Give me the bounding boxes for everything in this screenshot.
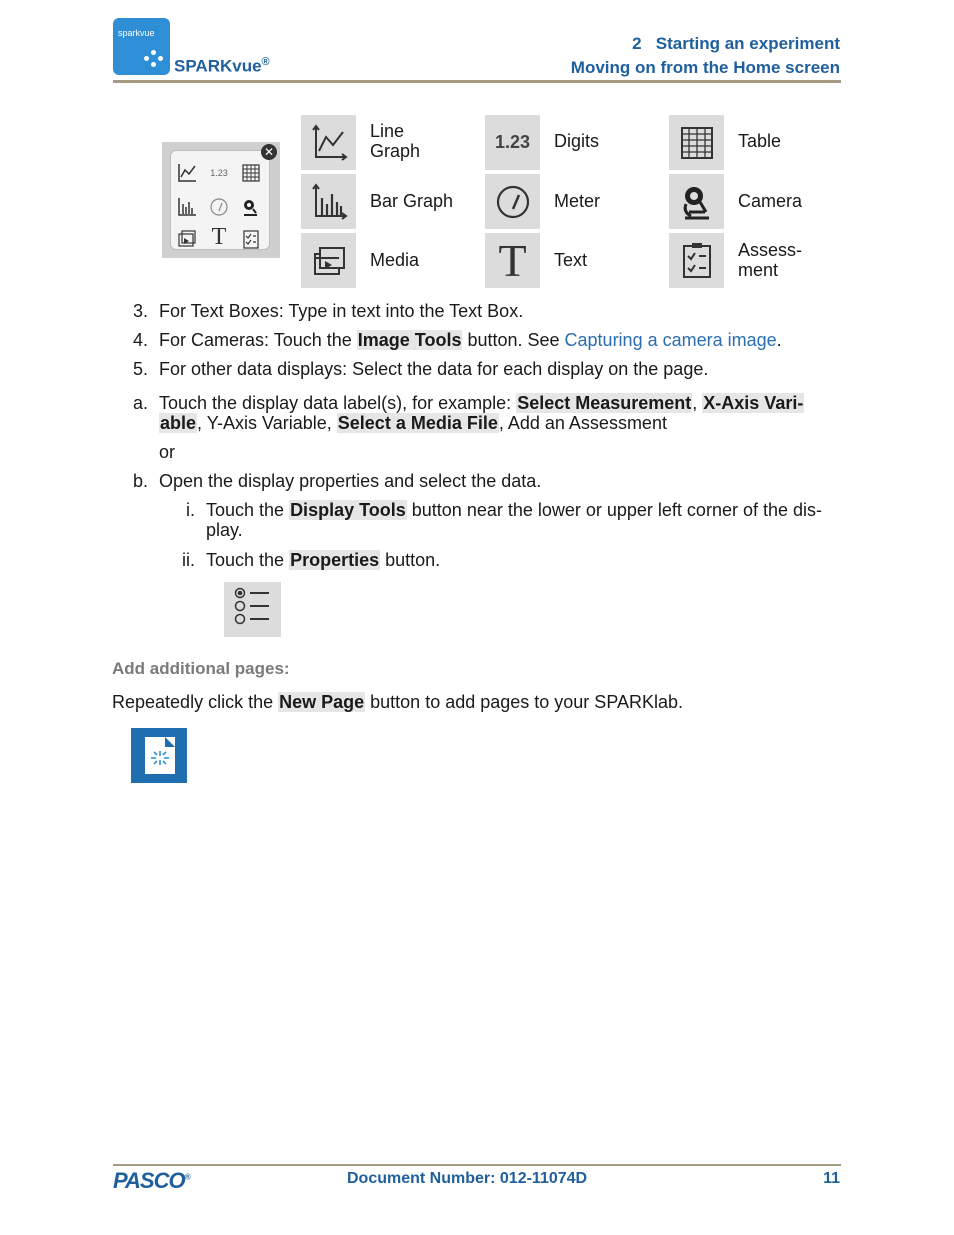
- image-tools-term: Image Tools: [357, 330, 462, 350]
- sparkvue-logo: [113, 18, 170, 75]
- properties-button-icon: [224, 582, 281, 637]
- display-tools-term: Display Tools: [290, 500, 406, 520]
- bar-graph-icon: [173, 193, 201, 221]
- text-icon: T: [211, 223, 227, 250]
- assessment-label: Assess- ment: [738, 240, 803, 280]
- add-pages-heading: Add additional pages:: [112, 659, 290, 678]
- or-text: or: [159, 442, 176, 462]
- bar-graph-icon: [301, 174, 356, 229]
- digits-icon: 1.23: [485, 115, 540, 170]
- line-graph-icon: [173, 159, 201, 187]
- page-number: 11: [823, 1170, 840, 1187]
- text-label: Text: [554, 250, 588, 270]
- camera-icon: [237, 193, 265, 221]
- step-number: 4.: [132, 330, 148, 350]
- new-page-document-icon: [145, 737, 175, 774]
- step-3-text: For Text Boxes: Type in text into the Text Box.: [159, 301, 524, 321]
- document-number: Document Number: 012-11074D: [347, 1170, 588, 1187]
- table-icon: [669, 115, 724, 170]
- digits-icon: 1.23: [210, 168, 228, 178]
- bar-graph-label: Bar Graph: [370, 191, 454, 211]
- line-graph-label: Line Graph: [370, 121, 421, 161]
- substep-a-line2: able, Y-Axis Variable, Select a Media File, Add an Assessment: [160, 413, 667, 433]
- assessment-icon: [237, 225, 265, 253]
- digits-label: Digits: [554, 131, 600, 151]
- table-label: Table: [738, 131, 782, 151]
- close-icon: ✕: [261, 144, 277, 160]
- substep-letter: b.: [132, 471, 148, 491]
- step-4-text: For Cameras: Touch the Image Tools button. See Capturing a camera image.: [159, 330, 782, 350]
- display-palette-image: [162, 142, 280, 258]
- capturing-camera-image-link[interactable]: Capturing a camera image: [564, 330, 777, 350]
- section-title: Moving on from the Home screen: [570, 58, 840, 77]
- brand-name: SPARKvue®: [174, 56, 270, 76]
- logo-dot: [144, 56, 149, 61]
- new-page-term: New Page: [279, 692, 365, 712]
- line-graph-icon: [301, 115, 356, 170]
- table-icon: [237, 159, 265, 187]
- meter-icon: [205, 193, 233, 221]
- new-page-button-icon: [131, 728, 187, 783]
- logo-dot: [158, 56, 163, 61]
- footer-rule: [113, 1164, 841, 1166]
- running-header: [571, 32, 840, 80]
- camera-label: Camera: [738, 191, 803, 211]
- meter-label: Meter: [554, 191, 601, 211]
- step-5-text: For other data displays: Select the data for each display on the page.: [159, 359, 709, 379]
- media-icon: [301, 233, 356, 288]
- step-i-line1: Touch the Display Tools button near the lower or upper left corner of the dis-: [206, 500, 822, 520]
- step-ii-text: Touch the Properties button.: [206, 550, 441, 570]
- add-pages-text: Repeatedly click the New Page button to add pages to your SPARKlab.: [112, 692, 684, 712]
- substep-b-text: Open the display properties and select the data.: [159, 471, 542, 491]
- text-icon: T: [485, 233, 540, 288]
- pasco-logo: PASCO®: [113, 1168, 190, 1193]
- camera-icon: [669, 174, 724, 229]
- step-i-line2: play.: [206, 520, 243, 540]
- step-number: 3.: [132, 301, 148, 321]
- palette-panel: [170, 150, 270, 250]
- header-rule: [113, 80, 841, 83]
- media-label: Media: [370, 250, 420, 270]
- meter-icon: [485, 174, 540, 229]
- properties-term: Properties: [290, 550, 380, 570]
- logo-dot: [151, 62, 156, 67]
- logo-text: sparkvue: [118, 28, 155, 38]
- roman-numeral: i.: [186, 500, 195, 520]
- assessment-icon: [669, 233, 724, 288]
- substep-a-line1: Touch the display data label(s), for example: Select Measurement, X-Axis Vari-: [159, 393, 804, 413]
- substep-letter: a.: [132, 393, 148, 413]
- media-icon: [173, 225, 201, 253]
- step-number: 5.: [132, 359, 148, 379]
- chapter-title: 2 Starting an experiment: [632, 34, 840, 53]
- roman-numeral: ii.: [182, 550, 195, 570]
- logo-dot: [151, 50, 156, 55]
